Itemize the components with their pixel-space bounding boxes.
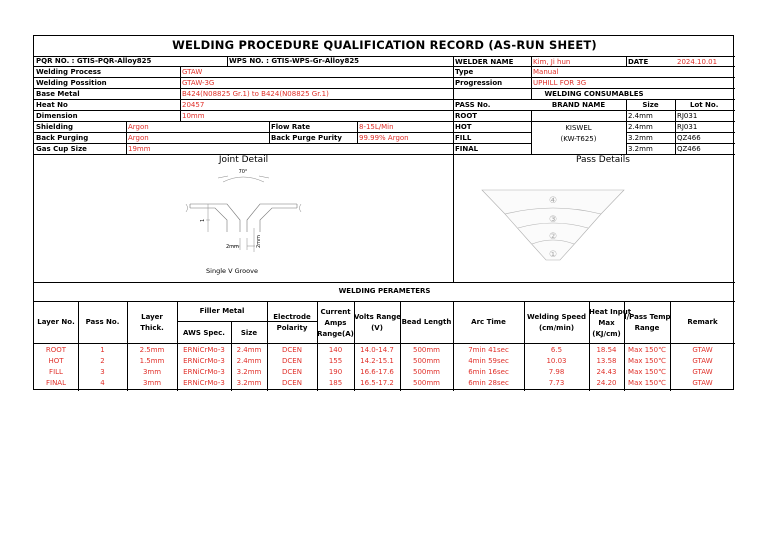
param-thick-cell: 3mm bbox=[142, 368, 162, 376]
heat-no-label: Heat No bbox=[36, 101, 68, 109]
shielding-label: Shielding bbox=[36, 123, 73, 131]
param-speed-cell: 10.03 bbox=[546, 357, 567, 365]
col-layer-thick-1: Layer bbox=[141, 313, 163, 321]
param-size-cell: 3.2mm bbox=[236, 368, 262, 376]
col-heat-2: Max bbox=[598, 319, 615, 327]
welding-process-value: GTAW bbox=[182, 68, 203, 76]
param-polarity-cell: DCEN bbox=[282, 379, 302, 387]
param-arc-time-cell: 4min 59sec bbox=[468, 357, 509, 365]
col-pass-no: Pass No. bbox=[85, 318, 120, 326]
param-heat-cell: 24.20 bbox=[596, 379, 617, 387]
param-thick-cell: 2.5mm bbox=[139, 346, 165, 354]
param-heat-cell: 13.58 bbox=[596, 357, 617, 365]
param-remark-cell: GTAW bbox=[692, 346, 713, 354]
col-current-3: Range(A) bbox=[317, 330, 354, 338]
pass-no-header: PASS No. bbox=[455, 101, 491, 109]
size-hot: 2.4mm bbox=[628, 123, 653, 131]
param-remark-cell: GTAW bbox=[692, 357, 713, 365]
lot-no-header: Lot No. bbox=[690, 101, 719, 109]
param-aws-cell: ERNiCrMo-3 bbox=[183, 357, 225, 365]
progression-label: Progression bbox=[455, 79, 503, 87]
param-interpass-cell: Max 150℃ bbox=[628, 357, 666, 365]
lot-root: RJ031 bbox=[677, 112, 698, 120]
welder-name-value: Kim, Ji hun bbox=[533, 58, 571, 66]
pass-details-title: Pass Details bbox=[576, 155, 630, 165]
param-polarity-cell: DCEN bbox=[282, 368, 302, 376]
param-aws-cell: ERNiCrMo-3 bbox=[183, 346, 225, 354]
param-volts-cell: 16.6-17.6 bbox=[360, 368, 394, 376]
param-volts-cell: 14.0-14.7 bbox=[360, 346, 394, 354]
back-purging-value: Argon bbox=[128, 134, 149, 142]
pass-number-2: ② bbox=[548, 232, 558, 242]
as-run-sheet bbox=[33, 35, 734, 390]
welding-process-label: Welding Process bbox=[36, 68, 102, 76]
param-layer-cell: FINAL bbox=[45, 379, 66, 387]
pass-number-1: ① bbox=[548, 250, 558, 260]
param-arc-time-cell: 6min 28sec bbox=[468, 379, 509, 387]
col-remark: Remark bbox=[687, 318, 718, 326]
param-bead-cell: 500mm bbox=[413, 368, 440, 376]
col-interpass-1: I/Pass Temp bbox=[624, 313, 671, 321]
param-aws-cell: ERNiCrMo-3 bbox=[183, 368, 225, 376]
size-root: 2.4mm bbox=[628, 112, 653, 120]
param-current-cell: 190 bbox=[328, 368, 343, 376]
param-interpass-cell: Max 150℃ bbox=[628, 379, 666, 387]
root-face-label: 1 bbox=[200, 218, 206, 222]
col-electrode-1: Electrode bbox=[273, 313, 311, 321]
param-thick-cell: 1.5mm bbox=[139, 357, 165, 365]
size-header: Size bbox=[642, 101, 659, 109]
param-pass-cell: 2 bbox=[100, 357, 105, 365]
joint-detail-drawing bbox=[180, 166, 307, 280]
thickness-label: 2mm bbox=[256, 235, 262, 248]
pass-details-drawing bbox=[480, 174, 626, 262]
pass-root: ROOT bbox=[455, 112, 478, 120]
pass-fill: FILL bbox=[455, 134, 472, 142]
back-purge-purity-value: 99.99% Argon bbox=[359, 134, 409, 142]
param-pass-cell: 4 bbox=[100, 379, 105, 387]
col-arc-time: Arc Time bbox=[471, 318, 506, 326]
param-aws-cell: ERNiCrMo-3 bbox=[183, 379, 225, 387]
welder-name-label: WELDER NAME bbox=[455, 58, 514, 66]
pass-number-4: ④ bbox=[548, 196, 558, 206]
col-current-1: Current bbox=[320, 308, 351, 316]
col-layer-no: Layer No. bbox=[37, 318, 75, 326]
param-current-cell: 155 bbox=[328, 357, 343, 365]
param-current-cell: 185 bbox=[328, 379, 343, 387]
lot-hot: RJ031 bbox=[677, 123, 698, 131]
param-remark-cell: GTAW bbox=[692, 379, 713, 387]
welding-consumables-title: WELDING CONSUMABLES bbox=[544, 90, 644, 98]
gas-cup-size-value: 19mm bbox=[128, 145, 151, 153]
type-value: Manual bbox=[533, 68, 559, 76]
param-layer-cell: HOT bbox=[48, 357, 64, 365]
col-volts-2: (V) bbox=[371, 324, 383, 332]
lot-final: QZ466 bbox=[677, 145, 701, 153]
param-thick-cell: 3mm bbox=[142, 379, 162, 387]
col-aws-spec: AWS Spec. bbox=[183, 329, 225, 337]
welding-parameters-title: WELDING PERAMETERS bbox=[338, 287, 431, 295]
size-fill: 3.2mm bbox=[628, 134, 653, 142]
flow-rate-label: Flow Rate bbox=[271, 123, 311, 131]
param-bead-cell: 500mm bbox=[413, 346, 440, 354]
param-interpass-cell: Max 150℃ bbox=[628, 346, 666, 354]
flow-rate-value: 8-15L/Min bbox=[359, 123, 394, 131]
param-size-cell: 2.4mm bbox=[236, 357, 262, 365]
param-bead-cell: 500mm bbox=[413, 357, 440, 365]
col-filler-metal: Filler Metal bbox=[199, 307, 245, 315]
joint-detail-title: Joint Detail bbox=[218, 155, 269, 165]
col-current-2: Amps bbox=[324, 319, 347, 327]
welding-position-label: Welding Possition bbox=[36, 79, 107, 87]
param-heat-cell: 24.43 bbox=[596, 368, 617, 376]
date-label: DATE bbox=[628, 58, 649, 66]
param-volts-cell: 14.2-15.1 bbox=[360, 357, 394, 365]
col-size: Size bbox=[240, 329, 258, 337]
param-layer-cell: FILL bbox=[49, 368, 63, 376]
gap-label: 2mm bbox=[226, 244, 239, 250]
param-bead-cell: 500mm bbox=[413, 379, 440, 387]
joint-caption: Single V Groove bbox=[206, 267, 258, 275]
param-arc-time-cell: 6min 16sec bbox=[468, 368, 509, 376]
param-volts-cell: 16.5-17.2 bbox=[360, 379, 394, 387]
param-size-cell: 2.4mm bbox=[236, 346, 262, 354]
col-heat-3: (KJ/cm) bbox=[592, 330, 621, 338]
date-value: 2024.10.01 bbox=[677, 58, 718, 66]
wps-number: WPS NO. : GTIS-WPS-Gr-Alloy825 bbox=[229, 57, 360, 65]
progression-value: UPHILL FOR 3G bbox=[533, 79, 587, 87]
param-pass-cell: 3 bbox=[100, 368, 105, 376]
col-bead-length: Bead Length bbox=[401, 318, 452, 326]
param-speed-cell: 7.73 bbox=[548, 379, 565, 387]
param-remark-cell: GTAW bbox=[692, 368, 713, 376]
param-polarity-cell: DCEN bbox=[282, 357, 302, 365]
pass-hot: HOT bbox=[455, 123, 472, 131]
param-heat-cell: 18.54 bbox=[596, 346, 617, 354]
back-purging-label: Back Purging bbox=[36, 134, 89, 142]
param-speed-cell: 7.98 bbox=[548, 368, 565, 376]
shielding-value: Argon bbox=[128, 123, 149, 131]
param-interpass-cell: Max 150℃ bbox=[628, 368, 666, 376]
param-layer-cell: ROOT bbox=[45, 346, 67, 354]
heat-no-value: 20457 bbox=[182, 101, 205, 109]
brand-model: (KW-T625) bbox=[560, 135, 597, 143]
col-layer-thick-2: Thick. bbox=[140, 324, 164, 332]
col-electrode-2: Polarity bbox=[276, 324, 308, 332]
col-speed-2: (cm/min) bbox=[538, 324, 575, 332]
type-label: Type bbox=[455, 68, 474, 76]
col-volts-1: Volts Range bbox=[354, 313, 402, 321]
param-size-cell: 3.2mm bbox=[236, 379, 262, 387]
col-interpass-2: Range bbox=[634, 324, 660, 332]
base-metal-label: Base Metal bbox=[36, 90, 80, 98]
size-final: 3.2mm bbox=[628, 145, 653, 153]
base-metal-value: B424(N08825 Gr.1) to B424(N08825 Gr.1) bbox=[182, 90, 329, 98]
dimension-label: Dimension bbox=[36, 112, 78, 120]
welding-position-value: GTAW-3G bbox=[182, 79, 215, 87]
param-polarity-cell: DCEN bbox=[282, 346, 302, 354]
back-purge-purity-label: Back Purge Purity bbox=[271, 134, 342, 142]
dimension-value: 10mm bbox=[182, 112, 205, 120]
brand-name: KISWEL bbox=[565, 124, 592, 132]
lot-fill: QZ466 bbox=[677, 134, 701, 142]
sheet-title: WELDING PROCEDURE QUALIFICATION RECORD (AS-RUN SHEET) bbox=[172, 38, 597, 52]
pass-final: FINAL bbox=[455, 145, 479, 153]
pqr-number: PQR NO. : GTIS-PQR-Alloy825 bbox=[36, 57, 152, 65]
param-current-cell: 140 bbox=[328, 346, 343, 354]
param-pass-cell: 1 bbox=[100, 346, 105, 354]
gas-cup-size-label: Gas Cup Size bbox=[36, 145, 87, 153]
brand-name-header: BRAND NAME bbox=[551, 101, 606, 109]
pass-number-3: ③ bbox=[548, 215, 558, 225]
param-arc-time-cell: 7min 41sec bbox=[468, 346, 509, 354]
col-heat-1: Heat Input bbox=[589, 308, 632, 316]
col-speed-1: Welding Speed bbox=[526, 313, 587, 321]
joint-angle-label: 70° bbox=[238, 169, 248, 175]
param-speed-cell: 6.5 bbox=[550, 346, 563, 354]
